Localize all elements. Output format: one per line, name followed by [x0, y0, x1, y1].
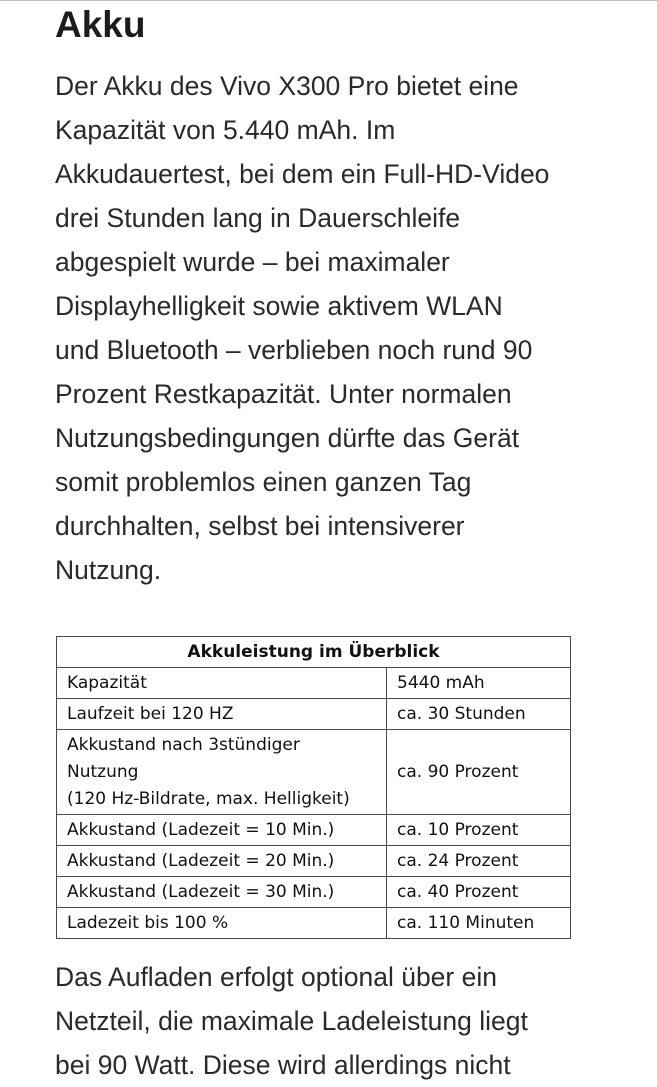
charging-paragraph — [55, 955, 615, 1087]
text-line: Kapazität von 5.440 mAh. Im — [55, 115, 396, 145]
text-line: drei Stunden lang in Dauerschleife — [55, 203, 461, 233]
row-value: ca. 40 Prozent — [387, 877, 571, 908]
table-row — [57, 699, 571, 730]
row-value: ca. 24 Prozent — [387, 846, 571, 877]
table-row — [57, 877, 571, 908]
row-label-line: Laufzeit bei 120 HZ — [67, 704, 234, 724]
text-line: Akkudauertest, bei dem ein Full-HD-Video — [55, 159, 550, 189]
text-line: Netzteil, die maximale Ladeleistung liegt — [55, 1006, 528, 1036]
text-line: abgespielt wurde – bei maximaler — [55, 247, 450, 277]
text-line: Das Aufladen erfolgt optional über ein — [55, 962, 497, 992]
row-value: ca. 110 Minuten — [387, 908, 571, 939]
table-header-row — [57, 637, 571, 668]
text-line: Der Akku des Vivo X300 Pro bietet eine — [55, 71, 519, 101]
section-heading: Akku — [55, 4, 146, 45]
text-line: bei 90 Watt. Diese wird allerdings nicht — [55, 1050, 511, 1080]
text-line: Nutzungsbedingungen dürfte das Gerät — [55, 423, 520, 453]
row-label-line: Ladezeit bis 100 % — [67, 913, 229, 933]
row-label — [57, 846, 387, 877]
row-label-line: (120 Hz-Bildrate, max. Helligkeit) — [67, 788, 350, 809]
row-label-line: Nutzung — [67, 761, 139, 782]
row-value: ca. 30 Stunden — [387, 699, 571, 730]
table-row — [57, 846, 571, 877]
row-label — [57, 815, 387, 846]
table-row — [57, 668, 571, 699]
text-line: Displayhelligkeit sowie aktivem WLAN — [55, 291, 503, 321]
text-line: somit problemlos einen ganzen Tag — [55, 467, 472, 497]
row-label-line: Kapazität — [67, 673, 147, 693]
row-label-line: Akkustand (Ladezeit = 20 Min.) — [67, 851, 335, 871]
row-value: 5440 mAh — [387, 668, 571, 699]
row-label-line: Akkustand (Ladezeit = 10 Min.) — [67, 820, 335, 840]
row-label — [57, 699, 387, 730]
text-line: und Bluetooth – verblieben noch rund 90 — [55, 335, 533, 365]
row-label-line: Akkustand (Ladezeit = 30 Min.) — [67, 882, 335, 902]
text-line: Nutzung. — [55, 555, 162, 585]
row-label — [57, 908, 387, 939]
table-row — [57, 815, 571, 846]
table-title: Akkuleistung im Überblick — [57, 637, 571, 668]
row-value: ca. 90 Prozent — [387, 730, 571, 815]
battery-performance-table — [56, 636, 571, 939]
text-line: Prozent Restkapazität. Unter normalen — [55, 379, 512, 409]
top-divider — [0, 0, 657, 1]
row-label — [57, 668, 387, 699]
text-line: durchhalten, selbst bei intensiverer — [55, 511, 465, 541]
table-row — [57, 908, 571, 939]
row-label — [57, 730, 387, 815]
table-row — [57, 730, 571, 815]
row-label-line: Akkustand nach 3stündiger — [67, 734, 300, 755]
row-label — [57, 877, 387, 908]
row-value: ca. 10 Prozent — [387, 815, 571, 846]
battery-paragraph — [55, 64, 615, 592]
